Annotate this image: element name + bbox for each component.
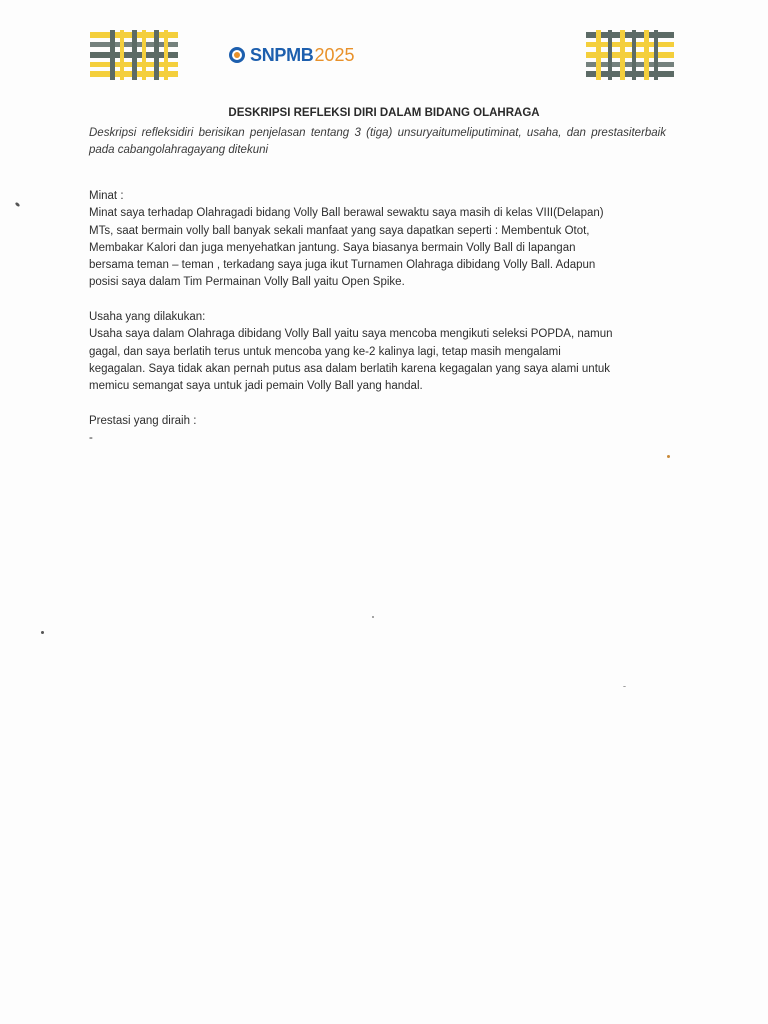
scan-speck: [623, 686, 626, 687]
snpmb-logo: [228, 44, 355, 66]
document-title: DESKRIPSI REFLEKSI DIRI DALAM BIDANG OLAHRAGA: [228, 107, 540, 119]
section-minat-heading: Minat :: [89, 190, 124, 202]
section-usaha-heading: Usaha yang dilakukan:: [89, 311, 206, 323]
logo-brand: SNPMB: [250, 45, 314, 65]
section-prestasi: [89, 413, 679, 448]
section-minat: [89, 188, 679, 292]
section-usaha: [89, 309, 679, 395]
woven-pattern-left-icon: [90, 30, 178, 80]
tut-wuri-handayani-icon: [228, 46, 246, 64]
section-prestasi-body: -: [89, 432, 93, 445]
scan-speck: [15, 202, 21, 208]
woven-pattern-right-icon: [586, 30, 674, 80]
scan-speck: [667, 455, 670, 458]
section-minat-body: Minat saya terhadap Olahragadi bidang Volly Ball berawal sewaktu saya masih di kelas VIII(Delapan) MTs, saat bermain volly ball banyak sekali manfaat yang saya dapatkan seperti : Membentuk Otot, Membakar Kalori dan juga menyehatkan jantung. Saya biasanya bermain Volly Ball di lapangan bersama teman – teman , terkadang saya juga ikut Turnamen Olahraga dibidang Volly Ball. Adapun posisi saya dalam Tim Permainan Volly Ball yaitu Open Spike.: [89, 207, 604, 289]
scan-speck: [372, 616, 374, 618]
section-prestasi-heading: Prestasi yang diraih :: [89, 415, 197, 427]
scan-speck: [41, 631, 44, 634]
document-description: Deskripsi refleksidiri berisikan penjelasan tentang 3 (tiga) unsuryaitumeliputiminat, usaha, dan prestasiterbaik pada cabangolahragayang ditekuni: [89, 127, 666, 156]
section-usaha-body: Usaha saya dalam Olahraga dibidang Volly Ball yaitu saya mencoba mengikuti seleksi POPDA, namun gagal, dan saya berlatih terus untuk mencoba yang ke-2 kalinya lagi, tetap masih mengalami kegagalan. Saya tidak akan pernah putus asa dalam berlatih karena kegagalan yang saya alami untuk memicu semangat saya untuk jadi pemain Volly Ball yang handal.: [89, 328, 613, 393]
logo-year: 2025: [314, 45, 355, 65]
